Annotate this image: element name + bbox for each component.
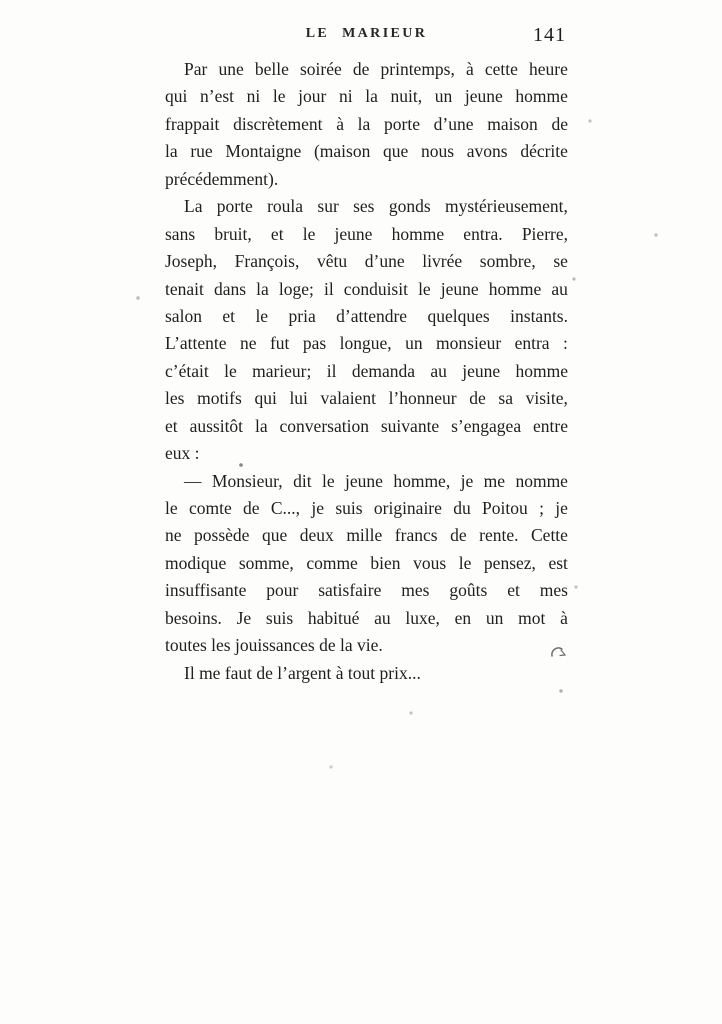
- text-line: ne possède que deux mille francs de rente. Cette: [165, 525, 568, 546]
- text-line: — Monsieur, dit le jeune homme, je me nomme: [184, 470, 568, 491]
- running-title: LE MARIEUR: [305, 26, 428, 41]
- text-line: salon et le pria d’attendre quelques instants.: [165, 305, 568, 326]
- text-line: frappait discrètement à la porte d’une maison de: [165, 113, 568, 134]
- text-line: précédemment).: [165, 168, 279, 189]
- paragraph: [165, 56, 568, 193]
- text-line: Joseph, François, vêtu d’une livrée sombre, se: [165, 251, 568, 272]
- text-line: insuffisante pour satisfaire mes goûts et mes: [165, 580, 568, 601]
- text-line: Il me faut de l’argent à tout prix...: [184, 662, 421, 683]
- paragraph: [165, 193, 568, 467]
- text-line: La porte roula sur ses gonds mystérieusement,: [184, 196, 568, 217]
- page-body: [165, 56, 568, 687]
- text-line: la rue Montaigne (maison que nous avons décrite: [165, 141, 568, 162]
- text-line: c’était le marieur; il demanda au jeune homme: [165, 360, 568, 381]
- text-line: Par une belle soirée de printemps, à cette heure: [184, 59, 568, 79]
- text-line: le comte de C..., je suis originaire du Poitou ; je: [165, 498, 568, 518]
- text-line: les motifs qui lui valaient l’honneur de sa visite,: [165, 388, 568, 409]
- text-line: toutes les jouissances de la vie.: [165, 635, 383, 656]
- text-line: L’attente ne fut pas longue, un monsieur entra :: [165, 333, 568, 354]
- text-line: eux :: [165, 443, 200, 464]
- text-line: modique somme, comme bien vous le pensez, est: [165, 552, 568, 573]
- running-header: [165, 24, 568, 45]
- scan-specks: [0, 0, 2, 2]
- paragraph: [165, 468, 568, 660]
- text-line: tenait dans la loge; il conduisit le jeune homme au: [165, 278, 568, 299]
- ink-smudge-mark: [549, 645, 569, 662]
- text-block: [165, 24, 568, 687]
- page-number: 141: [533, 24, 566, 46]
- paragraph: [165, 660, 568, 687]
- text-line: qui n’est ni le jour ni la nuit, un jeune homme: [165, 86, 568, 107]
- text-line: besoins. Je suis habitué au luxe, en un mot à: [165, 607, 568, 628]
- text-line: sans bruit, et le jeune homme entra. Pierre,: [165, 223, 568, 244]
- text-line: et aussitôt la conversation suivante s’engagea entre: [165, 415, 568, 436]
